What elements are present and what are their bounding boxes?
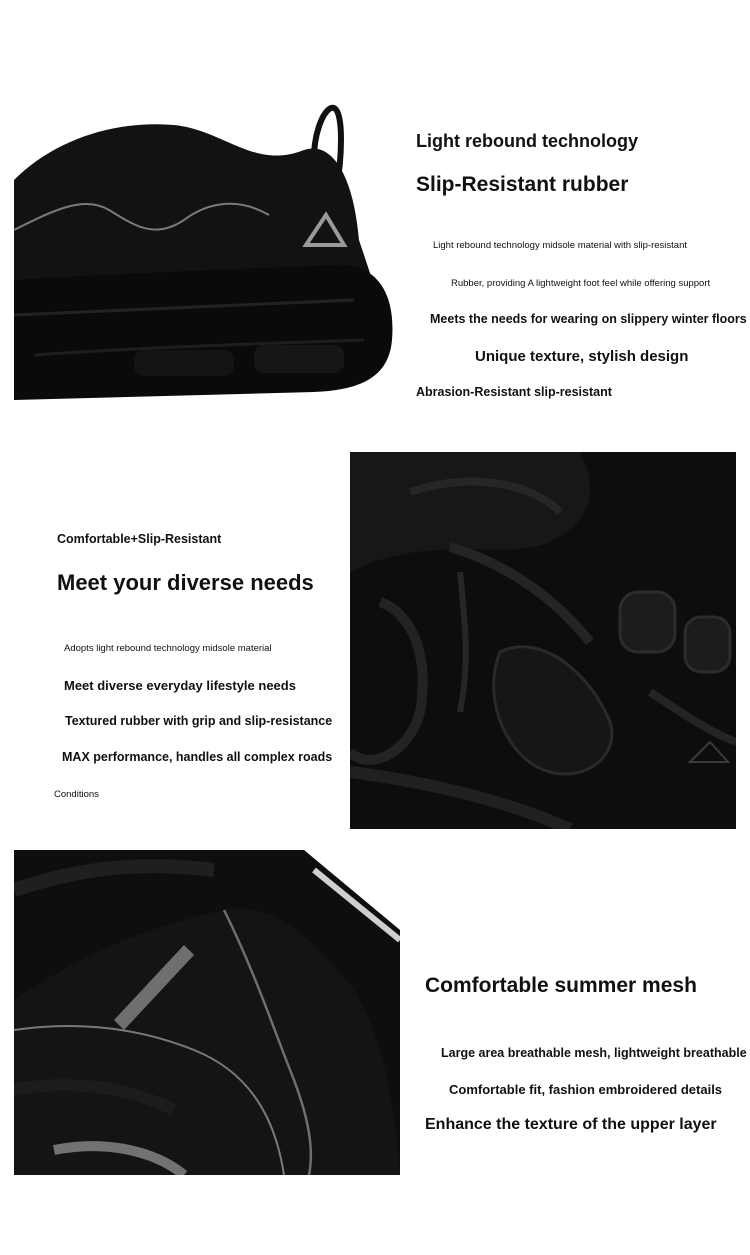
section-slip-resistant (0, 0, 750, 430)
needs-line-2: Meet diverse everyday lifestyle needs (64, 678, 296, 693)
mesh-line-2: Comfortable fit, fashion embroidered details (449, 1082, 723, 1097)
section-diverse-needs (0, 430, 750, 840)
mesh-upper-illustration (14, 850, 400, 1175)
texture-subheading: Unique texture, stylish design (475, 348, 689, 365)
mesh-upper-image (14, 850, 400, 1175)
needs-line-5: Conditions (54, 789, 99, 800)
description-line-1: Light rebound technology midsole material with slip-resistant (433, 240, 687, 251)
needs-line-3: Textured rubber with grip and slip-resistance (65, 714, 333, 728)
description-line-2: Rubber, providing A lightweight foot feel while offering support (451, 278, 711, 289)
slip-resistant-heading: Slip-Resistant rubber (416, 173, 629, 196)
outsole-image (350, 452, 736, 829)
shoe-heel-image (14, 100, 394, 400)
description-line-4: Abrasion-Resistant slip-resistant (416, 385, 612, 399)
section-summer-mesh (0, 840, 750, 1255)
mesh-line-3: Enhance the texture of the upper layer (425, 1116, 717, 1133)
needs-line-1: Adopts light rebound technology midsole material (64, 643, 272, 654)
needs-line-4: MAX performance, handles all complex roads (62, 750, 333, 764)
outsole-illustration (350, 452, 736, 829)
description-line-3: Meets the needs for wearing on slippery winter floors (430, 312, 747, 326)
diverse-needs-heading: Meet your diverse needs (57, 570, 314, 595)
shoe-heel-illustration (14, 100, 394, 400)
mesh-line-1: Large area breathable mesh, lightweight breathable (441, 1046, 747, 1060)
summer-mesh-heading: Comfortable summer mesh (425, 974, 697, 997)
comfort-label: Comfortable+Slip-Resistant (57, 532, 222, 546)
tech-heading: Light rebound technology (416, 131, 638, 151)
